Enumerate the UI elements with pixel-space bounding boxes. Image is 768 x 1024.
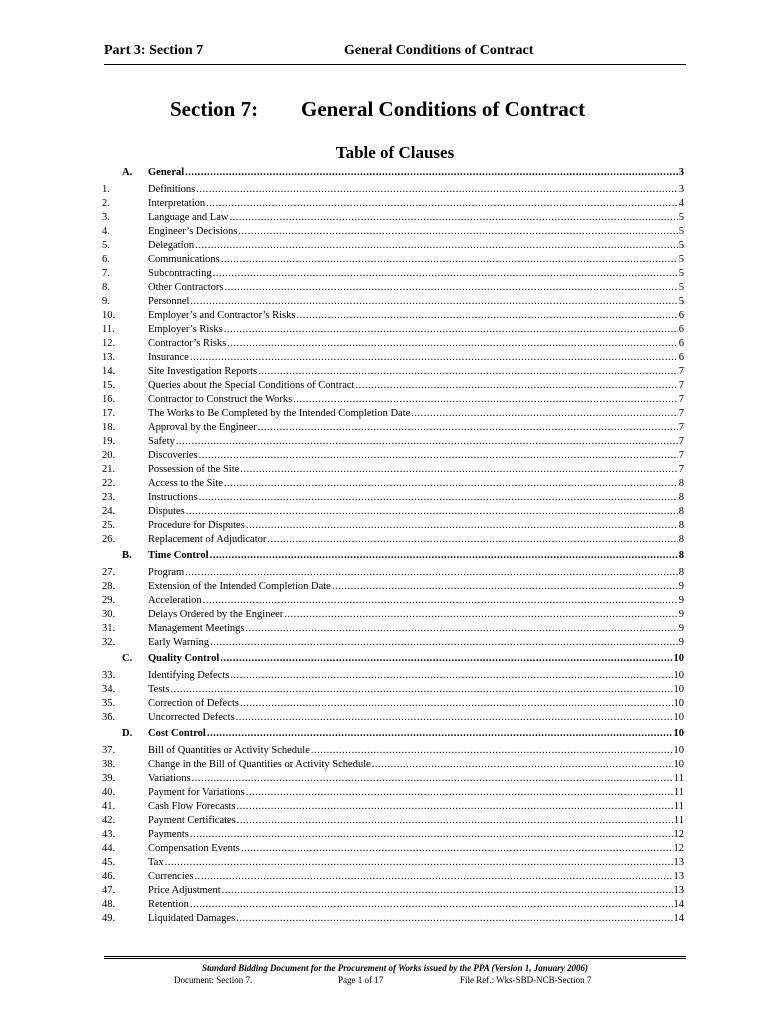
table-of-clauses [102, 166, 684, 926]
toc-entry-number: 6. [102, 254, 110, 265]
dot-leader [190, 828, 673, 842]
toc-entry-number: 39. [102, 773, 116, 784]
dot-leader [170, 683, 672, 697]
toc-entry-title: Variations [148, 773, 191, 784]
toc-entry-page: 11 [673, 801, 684, 812]
toc-entry[interactable] [102, 912, 684, 926]
toc-entry[interactable] [102, 884, 684, 898]
toc-entry-title: Acceleration [148, 595, 202, 606]
toc-entry-page: 7 [678, 380, 684, 391]
toc-entry[interactable] [102, 183, 684, 197]
toc-entry-number: 2. [102, 198, 110, 209]
toc-entry-number: 49. [102, 913, 116, 924]
toc-entry-title: Instructions [148, 492, 198, 503]
toc-entry-page: 8 [678, 492, 684, 503]
toc-group-title: Time Control [148, 550, 209, 561]
toc-title: Table of Clauses [335, 143, 455, 162]
toc-entry-number: 25. [102, 520, 116, 531]
dot-leader [192, 772, 673, 786]
dot-leader [284, 608, 677, 622]
dot-leader [195, 239, 678, 253]
toc-entry-page: 10 [673, 712, 684, 723]
toc-entry[interactable] [102, 225, 684, 239]
toc-entry-page: 9 [678, 637, 684, 648]
toc-group-title: General [148, 167, 185, 178]
toc-entry-page: 6 [678, 352, 684, 363]
toc-entry-page: 12 [673, 829, 684, 840]
toc-entry-number: 3. [102, 212, 110, 223]
dot-leader [190, 295, 677, 309]
toc-entry[interactable] [102, 711, 684, 725]
toc-entry-page: 9 [678, 609, 684, 620]
footer-document: Document: Section 7. [174, 975, 253, 985]
toc-entry-title: Personnel [148, 296, 190, 307]
toc-group-letter: A. [122, 167, 133, 178]
toc-entry[interactable] [102, 421, 684, 435]
toc-entry-page: 11 [673, 773, 684, 784]
toc-entry-page: 11 [673, 815, 684, 826]
toc-entry[interactable] [102, 239, 684, 253]
toc-entry[interactable] [102, 533, 684, 547]
toc-entry-title: Safety [148, 436, 175, 447]
toc-group-page: 3 [678, 167, 684, 178]
toc-group-heading[interactable] [102, 166, 684, 180]
toc-entry[interactable] [102, 856, 684, 870]
dot-leader [241, 842, 673, 856]
toc-entry[interactable] [102, 786, 684, 800]
dot-leader [221, 253, 678, 267]
toc-entry-page: 7 [678, 436, 684, 447]
toc-entry[interactable] [102, 477, 684, 491]
toc-entry-number: 13. [102, 352, 116, 363]
toc-entry-title: Program [148, 567, 185, 578]
toc-entry-page: 10 [673, 745, 684, 756]
toc-entry-number: 17. [102, 408, 116, 419]
toc-entry-title: Compensation Events [148, 843, 240, 854]
toc-entry-page: 6 [678, 310, 684, 321]
toc-entry[interactable] [102, 744, 684, 758]
toc-entry-number: 33. [102, 670, 116, 681]
toc-entry[interactable] [102, 197, 684, 211]
toc-entry-page: 5 [678, 240, 684, 251]
toc-entry[interactable] [102, 800, 684, 814]
toc-entry-title: Site Investigation Reports [148, 366, 258, 377]
toc-entry-title: Replacement of Adjudicator [148, 534, 267, 545]
toc-entry-page: 5 [678, 212, 684, 223]
toc-group-page: 10 [673, 728, 684, 739]
toc-entry-title: Management Meetings [148, 623, 245, 634]
toc-entry-number: 48. [102, 899, 116, 910]
toc-entry-title: Delegation [148, 240, 195, 251]
toc-entry-number: 24. [102, 506, 116, 517]
toc-entry-page: 6 [678, 338, 684, 349]
toc-entry[interactable] [102, 365, 684, 379]
dot-leader [224, 477, 678, 491]
toc-entry-title: Bill of Quantities or Activity Schedule [148, 745, 310, 756]
toc-entry-number: 7. [102, 268, 110, 279]
dot-leader [185, 566, 678, 580]
toc-entry[interactable] [102, 253, 684, 267]
toc-entry-title: Payment for Variations [148, 787, 245, 798]
dot-leader [224, 323, 678, 337]
toc-entry[interactable] [102, 608, 684, 622]
toc-entry[interactable] [102, 697, 684, 711]
toc-entry-title: Communications [148, 254, 220, 265]
dot-leader [225, 281, 678, 295]
toc-entry-title: Engineer’s Decisions [148, 226, 238, 237]
toc-entry-title: Definitions [148, 184, 196, 195]
toc-entry[interactable] [102, 683, 684, 697]
toc-entry-title: The Works to Be Completed by the Intended Completion Date [148, 408, 411, 419]
toc-entry-title: Tests [148, 684, 170, 695]
toc-entry-number: 46. [102, 871, 116, 882]
toc-entry-page: 12 [673, 843, 684, 854]
toc-group-page: 8 [678, 550, 684, 561]
toc-entry[interactable] [102, 267, 684, 281]
dot-leader [210, 549, 678, 563]
footer-file-ref: File Ref.: Wks-SBD-NCB-Section 7 [460, 975, 592, 985]
toc-entry-title: Possession of the Site [148, 464, 240, 475]
dot-leader [411, 407, 677, 421]
dot-leader [236, 912, 672, 926]
toc-entry[interactable] [102, 211, 684, 225]
toc-entry-page: 5 [678, 226, 684, 237]
toc-entry-title: Liquidated Damages [148, 913, 236, 924]
toc-entry-page: 14 [673, 913, 684, 924]
dot-leader [186, 505, 678, 519]
toc-entry[interactable] [102, 351, 684, 365]
toc-entry-number: 18. [102, 422, 116, 433]
toc-entry-page: 9 [678, 595, 684, 606]
toc-entry-title: Change in the Bill of Quantities or Activity Schedule [148, 759, 371, 770]
toc-entry-number: 42. [102, 815, 116, 826]
toc-entry-title: Employer’s and Contractor’s Risks [148, 310, 296, 321]
toc-entry-page: 7 [678, 422, 684, 433]
toc-entry[interactable] [102, 281, 684, 295]
dot-leader [267, 533, 677, 547]
toc-entry-title: Retention [148, 899, 189, 910]
toc-entry[interactable] [102, 323, 684, 337]
toc-entry-page: 10 [673, 684, 684, 695]
toc-entry-title: Other Contractors [148, 282, 224, 293]
toc-entry-page: 7 [678, 394, 684, 405]
dot-leader [240, 697, 673, 711]
toc-entry-page: 4 [678, 198, 684, 209]
dot-leader [296, 309, 677, 323]
dot-leader [246, 786, 673, 800]
toc-entry-number: 43. [102, 829, 116, 840]
section-title-text: General Conditions of Contract [301, 97, 586, 121]
toc-entry-page: 5 [678, 254, 684, 265]
toc-entry-number: 22. [102, 478, 116, 489]
dot-leader [237, 814, 673, 828]
dot-leader [220, 652, 672, 666]
toc-group-heading[interactable] [102, 549, 684, 563]
toc-entry[interactable] [102, 505, 684, 519]
toc-entry-number: 37. [102, 745, 116, 756]
section-title [170, 97, 585, 122]
toc-entry-page: 11 [673, 787, 684, 798]
toc-entry-title: Language and Law [148, 212, 229, 223]
toc-entry-page: 9 [678, 581, 684, 592]
toc-entry-number: 5. [102, 240, 110, 251]
dot-leader [246, 519, 678, 533]
toc-entry-number: 19. [102, 436, 116, 447]
toc-entry-number: 34. [102, 684, 116, 695]
toc-group-letter: C. [122, 653, 133, 664]
toc-entry[interactable] [102, 814, 684, 828]
toc-entry-title: Tax [148, 857, 164, 868]
toc-entry-page: 13 [673, 885, 684, 896]
toc-entry-page: 14 [673, 899, 684, 910]
toc-entry[interactable] [102, 772, 684, 786]
toc-entry[interactable] [102, 309, 684, 323]
toc-entry-page: 3 [678, 184, 684, 195]
header-right: General Conditions of Contract [344, 43, 534, 58]
toc-entry-page: 13 [673, 857, 684, 868]
toc-entry[interactable] [102, 449, 684, 463]
page-header [104, 42, 686, 65]
toc-entry[interactable] [102, 407, 684, 421]
toc-entry-page: 8 [678, 520, 684, 531]
toc-entry-page: 7 [678, 366, 684, 377]
toc-entry-title: Disputes [148, 506, 185, 517]
toc-entry-number: 31. [102, 623, 116, 634]
toc-group-heading[interactable] [102, 652, 684, 666]
toc-entry[interactable] [102, 337, 684, 351]
toc-entry-number: 44. [102, 843, 116, 854]
toc-entry-number: 4. [102, 226, 110, 237]
dot-leader [258, 365, 678, 379]
dot-leader [190, 898, 673, 912]
toc-group-heading[interactable] [102, 727, 684, 741]
dot-leader [372, 758, 673, 772]
toc-entry-title: Procedure for Disputes [148, 520, 245, 531]
toc-entry-title: Contractor’s Risks [148, 338, 227, 349]
dot-leader [199, 491, 678, 505]
toc-entry-title: Correction of Defects [148, 698, 239, 709]
toc-entry[interactable] [102, 898, 684, 912]
toc-entry-title: Approval by the Engineer [148, 422, 257, 433]
dot-leader [227, 337, 677, 351]
toc-entry-page: 7 [678, 464, 684, 475]
dot-leader [213, 267, 678, 281]
dot-leader [194, 870, 672, 884]
toc-entry-page: 5 [678, 296, 684, 307]
toc-entry-number: 35. [102, 698, 116, 709]
toc-entry-number: 12. [102, 338, 116, 349]
page-footer [104, 956, 686, 989]
dot-leader [240, 463, 677, 477]
toc-entry[interactable] [102, 758, 684, 772]
toc-entry-number: 27. [102, 567, 116, 578]
dot-leader [332, 580, 678, 594]
toc-entry[interactable] [102, 295, 684, 309]
dot-leader [293, 393, 678, 407]
toc-entry[interactable] [102, 491, 684, 505]
toc-entry-title: Delays Ordered by the Engineer [148, 609, 284, 620]
toc-entry-number: 26. [102, 534, 116, 545]
toc-entry-page: 8 [678, 506, 684, 517]
toc-entry-page: 10 [673, 670, 684, 681]
toc-entry-title: Interpretation [148, 198, 206, 209]
toc-entry-number: 21. [102, 464, 116, 475]
toc-entry-title: Extension of the Intended Completion Date [148, 581, 331, 592]
toc-entry[interactable] [102, 594, 684, 608]
header-left: Part 3: Section 7 [104, 43, 204, 58]
toc-entry-number: 10. [102, 310, 116, 321]
toc-entry-number: 38. [102, 759, 116, 770]
dot-leader [196, 183, 678, 197]
toc-entry-number: 23. [102, 492, 116, 503]
toc-entry-page: 8 [678, 567, 684, 578]
toc-entry-number: 30. [102, 609, 116, 620]
toc-entry[interactable] [102, 435, 684, 449]
toc-entry[interactable] [102, 669, 684, 683]
toc-entry-page: 10 [673, 759, 684, 770]
toc-entry[interactable] [102, 379, 684, 393]
toc-entry[interactable] [102, 566, 684, 580]
toc-entry-number: 1. [102, 184, 110, 195]
toc-entry-number: 47. [102, 885, 116, 896]
toc-entry[interactable] [102, 580, 684, 594]
dot-leader [258, 421, 678, 435]
toc-entry-title: Contractor to Construct the Works [148, 394, 293, 405]
toc-group-title: Cost Control [148, 728, 206, 739]
toc-entry-title: Subcontracting [148, 268, 212, 279]
toc-entry-title: Price Adjustment [148, 885, 221, 896]
toc-entry[interactable] [102, 828, 684, 842]
toc-entry-number: 36. [102, 712, 116, 723]
toc-group-page: 10 [673, 653, 684, 664]
toc-entry-page: 13 [673, 871, 684, 882]
dot-leader [206, 197, 678, 211]
toc-entry[interactable] [102, 842, 684, 856]
toc-entry[interactable] [102, 622, 684, 636]
toc-entry-title: Discoveries [148, 450, 198, 461]
toc-entry-page: 7 [678, 450, 684, 461]
toc-entry[interactable] [102, 463, 684, 477]
toc-group-letter: B. [122, 550, 132, 561]
toc-entry-page: 5 [678, 282, 684, 293]
toc-entry-number: 32. [102, 637, 116, 648]
toc-entry-number: 9. [102, 296, 110, 307]
toc-entry-title: Currencies [148, 871, 194, 882]
toc-entry-number: 11. [102, 324, 115, 335]
toc-entry-title: Employer’s Risks [148, 324, 223, 335]
toc-entry-number: 40. [102, 787, 116, 798]
toc-entry-page: 9 [678, 623, 684, 634]
dot-leader [355, 379, 677, 393]
dot-leader [199, 449, 678, 463]
toc-entry-title: Cash Flow Forecasts [148, 801, 236, 812]
toc-entry-page: 8 [678, 478, 684, 489]
dot-leader [230, 669, 672, 683]
dot-leader [185, 166, 678, 180]
toc-entry[interactable] [102, 519, 684, 533]
dot-leader [238, 225, 677, 239]
dot-leader [190, 351, 678, 365]
toc-entry-title: Uncorrected Defects [148, 712, 235, 723]
dot-leader [207, 727, 673, 741]
dot-leader [203, 594, 678, 608]
toc-entry-number: 8. [102, 282, 110, 293]
dot-leader [246, 622, 678, 636]
toc-entry-page: 6 [678, 324, 684, 335]
toc-entry-title: Payment Certificates [148, 815, 236, 826]
toc-entry-title: Identifying Defects [148, 670, 230, 681]
toc-entry-number: 15. [102, 380, 116, 391]
toc-entry-title: Early Warning [148, 637, 210, 648]
footer-page-number: Page 1 of 17 [338, 975, 384, 985]
toc-entry-title: Insurance [148, 352, 189, 363]
toc-entry-number: 29. [102, 595, 116, 606]
toc-entry[interactable] [102, 870, 684, 884]
section-number: Section 7: [170, 97, 259, 121]
toc-entry-number: 45. [102, 857, 116, 868]
toc-entry[interactable] [102, 636, 684, 650]
dot-leader [236, 711, 673, 725]
dot-leader [165, 856, 673, 870]
toc-entry-page: 7 [678, 408, 684, 419]
toc-entry-title: Access to the Site [148, 478, 223, 489]
toc-entry-number: 41. [102, 801, 116, 812]
toc-entry-page: 10 [673, 698, 684, 709]
toc-entry-title: Payments [148, 829, 189, 840]
footer-document-title: Standard Bidding Document for the Procurement of Works issued by the PPA (Version 1, January 2006) [201, 963, 589, 973]
dot-leader [222, 884, 673, 898]
dot-leader [237, 800, 673, 814]
toc-entry-number: 16. [102, 394, 116, 405]
toc-entry-number: 20. [102, 450, 116, 461]
dot-leader [311, 744, 673, 758]
toc-entry-page: 8 [678, 534, 684, 545]
toc-group-title: Quality Control [148, 653, 220, 664]
dot-leader [176, 435, 678, 449]
toc-entry-title: Queries about the Special Conditions of Contract [148, 380, 355, 391]
dot-leader [210, 636, 678, 650]
toc-entry-number: 28. [102, 581, 116, 592]
toc-entry-page: 5 [678, 268, 684, 279]
toc-group-letter: D. [122, 728, 133, 739]
toc-entry-number: 14. [102, 366, 116, 377]
dot-leader [229, 211, 677, 225]
toc-entry[interactable] [102, 393, 684, 407]
